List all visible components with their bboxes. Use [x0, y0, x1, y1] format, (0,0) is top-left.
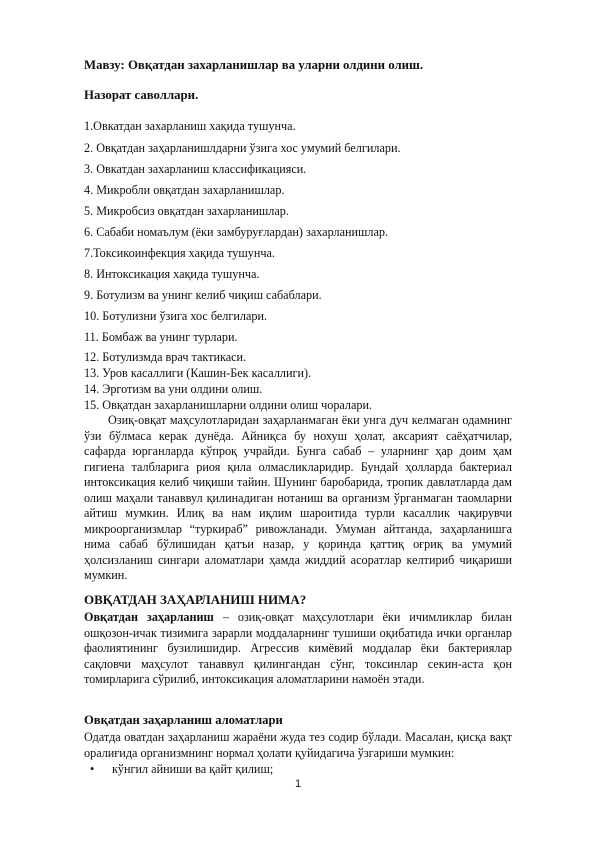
page-title: Мавзу: Овқатдан захарланишлар ва уларни олдини олиш. [84, 58, 424, 72]
question-item: 10. Ботулизни ўзига хос белгилари. [84, 309, 268, 323]
definition-paragraph [84, 610, 512, 688]
symptoms-heading: Овқатдан заҳарланиш аломатлари [84, 713, 283, 727]
intro-paragraph: Озиқ-овқат маҳсулотларидан заҳарланмаган ёки унга дуч келмаган одамнинг ўзи бўлмаса керак дунёда. Айниқса бу нохуш ҳолат, аксарият саёҳатчилар, сафарда юрганларда кўпроқ учрайди. Бунга сабаб – уларнинг ҳар доим ҳам гигиена талбларига риоя қила олмасликларидир. Бундай ҳолларда бактериал интоксикация келиб чиқиши тайин. Шунинг баробарида, тропик давлатларда дам олиш маҳали танаввул қилинадиган нотаниш ва организм ўрганмаган таомларни айтиш мумкин. Илиқ ва нам иқлим шароитида турли касаллик чақирувчи микроорганизмлар “туркираб” ривожланади. Умуман айтганда, заҳарланишга нима сабаб бўлишидан қатъи назар, у қоринда қаттиқ оғриқ ва умумий ҳолсизланиш сингари аломатлари ҳамда жиддий асоратлар келтириб чиқариши мумкин. [84, 413, 512, 582]
section-subtitle: Назорат саволлари. [84, 88, 199, 102]
question-item: 4. Микробли овқатдан захарланишлар. [84, 183, 285, 197]
question-item: 5. Микробсиз овқатдан захарланишлар. [84, 204, 289, 218]
question-item: 13. Уров касаллиги (Кашин-Бек касаллиги). [84, 366, 312, 380]
question-item: 9. Ботулизм ва унинг келиб чиқиш сабаблари. [84, 288, 322, 302]
defined-term: Овқатдан заҳарланиш [84, 610, 214, 624]
question-item: 11. Бомбаж ва унинг турлари. [84, 330, 238, 344]
list-item-text: кўнгил айниши ва қайт қилиш; [112, 762, 274, 776]
question-item: 6. Сабаби номаълум (ёки замбуруғлардан) захарланишлар. [84, 225, 389, 239]
list-item [90, 762, 273, 777]
page-number: 1 [294, 778, 302, 790]
definition-text: – озиқ-овқат маҳсулотлари ёки ичимликлар билан ошқозон-ичак тизимига зарарли моддаларнинг тушиши оқибатида ички органлар фаолиятининг бузилишидир. Агрессив кимёвий моддалар ёки бактериялар сақловчи маҳсулот танаввул қилингандан сўнг, токсинлар секин-аста қон томирларига сўрилиб, интоксикация аломатларини намоён этади. [84, 610, 512, 686]
question-item: 12. Ботулизмда врач тактикаси. [84, 350, 247, 364]
section-heading: ОВҚАТДАН ЗАҲАРЛАНИШ НИМА? [84, 592, 307, 607]
question-item: 3. Овкатдан захарланиш классификацияси. [84, 162, 307, 176]
symptoms-paragraph: Одатда оватдан заҳарланиш жараёни жуда тез содир бўлади. Масалан, қисқа вақт оралиғида организмнинг нормал ҳолати қуйидагича ўзгариши мумкин: [84, 730, 512, 760]
question-item: 15. Овқатдан захарланишларни олдини олиш чоралари. [84, 398, 373, 412]
question-item: 14. Эрготизм ва уни олдини олиш. [84, 382, 263, 396]
question-item: 2. Овқатдан заҳарланишлдарни ўзига хос умумий белгилари. [84, 141, 401, 155]
question-item: 7.Токсикоинфекция хақида тушунча. [84, 246, 275, 260]
question-item: 8. Интоксикация хақида тушунча. [84, 267, 260, 281]
question-item: 1.Овкатдан захарланиш хақида тушунча. [84, 119, 296, 133]
bullet-icon: • [90, 762, 95, 776]
